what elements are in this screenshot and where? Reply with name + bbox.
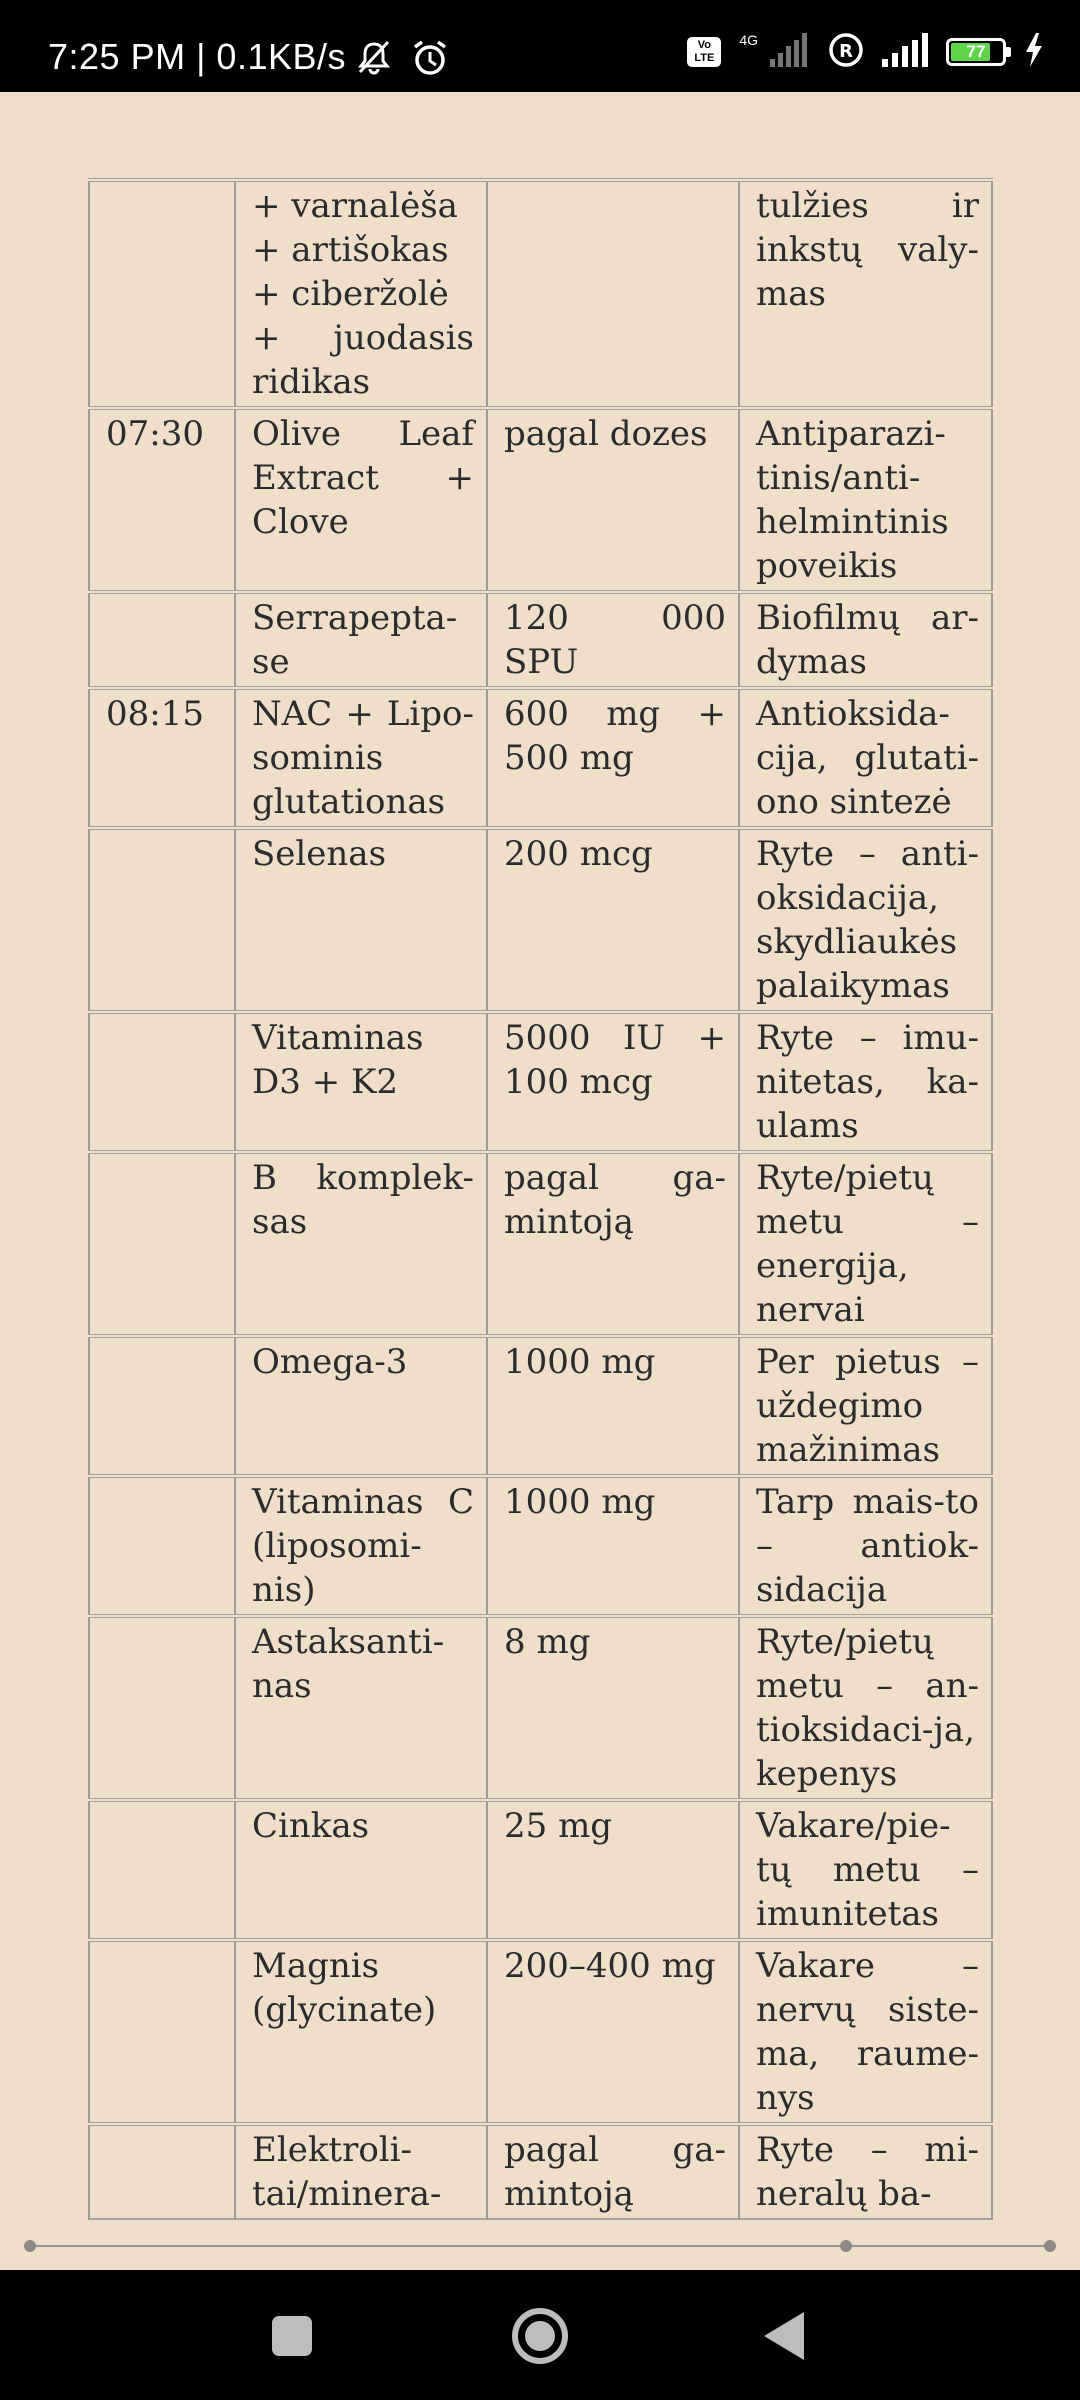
note-cell: tulžies ir inkstų valy-mas [739, 180, 992, 408]
time-cell: 08:15 [89, 688, 235, 828]
svg-text:R: R [839, 40, 853, 62]
document-viewport[interactable] [0, 92, 1080, 2214]
dose-cell: pagal ga-mintoją [487, 2124, 739, 2219]
table-row [89, 1476, 992, 1616]
dose-cell [487, 180, 739, 408]
supplement-cell: Omega-3 [235, 1336, 487, 1476]
table-row [89, 1616, 992, 1800]
table-row [89, 1336, 992, 1476]
note-cell: Antiparazi-tinis/anti-helmintinis poveikis [739, 408, 992, 592]
time-cell [89, 1616, 235, 1800]
alarm-icon [410, 38, 450, 83]
dose-cell: pagal dozes [487, 408, 739, 592]
dose-cell: 200 mcg [487, 828, 739, 1012]
time-cell [89, 1152, 235, 1336]
dose-cell: 5000 IU + 100 mcg [487, 1012, 739, 1152]
supplement-cell: + varnalėša + artišokas + ciberžolė + juodasis ridikas [235, 180, 487, 408]
supplement-cell: NAC + Lipo-sominis glutationas [235, 688, 487, 828]
note-cell: Vakare – nervų siste-ma, raume-nys [739, 1940, 992, 2124]
dose-cell: 600 mg + 500 mg [487, 688, 739, 828]
time-cell [89, 592, 235, 688]
recent-apps-button[interactable] [270, 2314, 314, 2362]
dose-cell: 120 000 SPU [487, 592, 739, 688]
note-cell: Ryte – imu-nitetas, ka-ulams [739, 1012, 992, 1152]
table-row [89, 180, 992, 408]
time-cell [89, 2124, 235, 2219]
time-cell [89, 1012, 235, 1152]
signal-icon [770, 33, 810, 72]
dose-cell: 200–400 mg [487, 1940, 739, 2124]
home-button[interactable] [510, 2306, 570, 2370]
table-row [89, 688, 992, 828]
supplement-cell: Vitaminas C (liposomi-nis) [235, 1476, 487, 1616]
supplement-cell: Serrapepta-se [235, 592, 487, 688]
charging-icon [1024, 33, 1044, 72]
supplement-cell: Cinkas [235, 1800, 487, 1940]
note-cell: Ryte/pietų metu – energija, nervai [739, 1152, 992, 1336]
note-cell: Ryte/pietų metu – an-tioksidaci-ja, kepenys [739, 1616, 992, 1800]
time-cell [89, 1476, 235, 1616]
mute-icon [354, 38, 394, 83]
dose-cell: 1000 mg [487, 1476, 739, 1616]
note-cell: Antioksida-cija, glutati-ono sintezė [739, 688, 992, 828]
table-row [89, 592, 992, 688]
note-cell: Ryte – anti-oksidacija, skydliaukės palaikymas [739, 828, 992, 1012]
dose-cell: 8 mg [487, 1616, 739, 1800]
battery-icon [946, 38, 1006, 66]
dose-cell: 25 mg [487, 1800, 739, 1940]
page-scrubber[interactable] [24, 2240, 1056, 2252]
time-cell [89, 1336, 235, 1476]
battery-level: 77 [966, 42, 986, 61]
scrubber-start-dot [24, 2240, 36, 2252]
scrubber-end-dot [1044, 2240, 1056, 2252]
back-button[interactable] [762, 2310, 806, 2366]
volte-icon: Vo LTE [687, 37, 721, 67]
time-cell [89, 828, 235, 1012]
supplement-cell: B komplek-sas [235, 1152, 487, 1336]
status-time: 7:25 PM | 0.1KB/s [48, 36, 346, 77]
network-type: 4G [739, 32, 758, 48]
table-row [89, 408, 992, 592]
dose-cell: 1000 mg [487, 1336, 739, 1476]
roaming-icon [828, 32, 864, 73]
note-cell: Ryte – mi-neralų ba- [739, 2124, 992, 2219]
note-cell: Per pietus – uždegimo mažinimas [739, 1336, 992, 1476]
scrubber-track [24, 2245, 1056, 2247]
note-cell: Tarp mais-to – antiok-sidacija [739, 1476, 992, 1616]
table-row [89, 828, 992, 1012]
supplement-cell: Olive Leaf Extract + Clove [235, 408, 487, 592]
signal-icon [882, 33, 928, 72]
table-row [89, 1012, 992, 1152]
supplement-cell: Magnis (glycinate) [235, 1940, 487, 2124]
table-row [89, 1940, 992, 2124]
supplement-cell: Selenas [235, 828, 487, 1012]
scrubber-handle[interactable] [840, 2240, 852, 2252]
status-bar [0, 0, 1080, 92]
time-cell [89, 180, 235, 408]
status-icons [687, 32, 1044, 72]
supplement-cell: Astaksanti-nas [235, 1616, 487, 1800]
dose-cell: pagal ga-mintoją [487, 1152, 739, 1336]
time-cell [89, 1800, 235, 1940]
note-cell: Biofilmų ar-dymas [739, 592, 992, 688]
table-row [89, 1800, 992, 1940]
note-cell: Vakare/pie-tų metu – imunitetas [739, 1800, 992, 1940]
supplement-cell: Vitaminas D3 + K2 [235, 1012, 487, 1152]
time-cell: 07:30 [89, 408, 235, 592]
navigation-bar [0, 2270, 1080, 2400]
supplement-cell: Elektroli-tai/minera- [235, 2124, 487, 2219]
time-cell [89, 1940, 235, 2124]
table-row [89, 2124, 992, 2219]
supplement-table [88, 178, 993, 2220]
table-row [89, 1152, 992, 1336]
